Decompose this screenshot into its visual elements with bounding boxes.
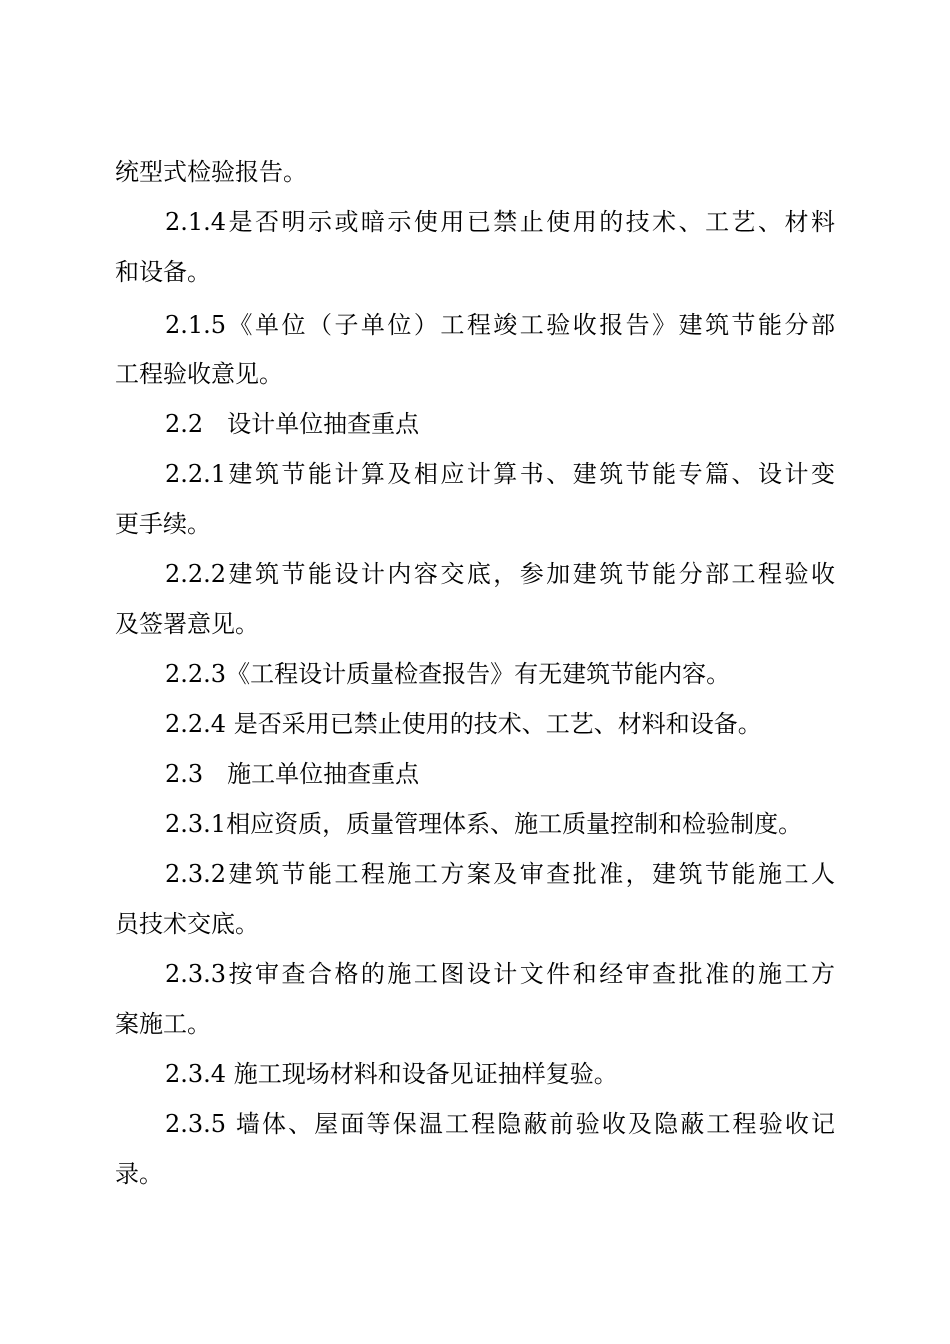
text-line: 2.2.1建筑节能计算及相应计算书、建筑节能专篇、设计变	[165, 460, 835, 488]
text-line: 录。	[115, 1160, 163, 1188]
text-line: 及签署意见。	[115, 610, 259, 638]
text-line: 2.2.4 是否采用已禁止使用的技术、工艺、材料和设备。	[165, 710, 762, 738]
text-line: 更手续。	[115, 510, 211, 538]
section-heading: 2.3 施工单位抽查重点	[165, 760, 420, 788]
text-line: 2.3.5 墙体、屋面等保温工程隐蔽前验收及隐蔽工程验收记	[165, 1110, 835, 1138]
text-line: 2.1.5《单位（子单位）工程竣工验收报告》建筑节能分部	[165, 311, 835, 339]
text-line: 和设备。	[115, 258, 211, 286]
text-line: 2.3.4 施工现场材料和设备见证抽样复验。	[165, 1060, 618, 1088]
text-line: 工程验收意见。	[115, 360, 283, 388]
text-line: 案施工。	[115, 1010, 211, 1038]
text-line: 2.3.3按审查合格的施工图设计文件和经审查批准的施工方	[165, 960, 835, 988]
text-line: 2.2.2建筑节能设计内容交底，参加建筑节能分部工程验收	[165, 560, 835, 588]
text-line: 员技术交底。	[115, 910, 259, 938]
text-line: 2.1.4是否明示或暗示使用已禁止使用的技术、工艺、材料	[165, 208, 835, 236]
text-line: 2.3.1相应资质，质量管理体系、施工质量控制和检验制度。	[165, 810, 803, 838]
text-line: 2.3.2建筑节能工程施工方案及审查批准，建筑节能施工人	[165, 860, 835, 888]
text-line: 2.2.3《工程设计质量检查报告》有无建筑节能内容。	[165, 660, 731, 688]
section-heading: 2.2 设计单位抽查重点	[165, 410, 420, 438]
text-line: 统型式检验报告。	[115, 158, 307, 186]
